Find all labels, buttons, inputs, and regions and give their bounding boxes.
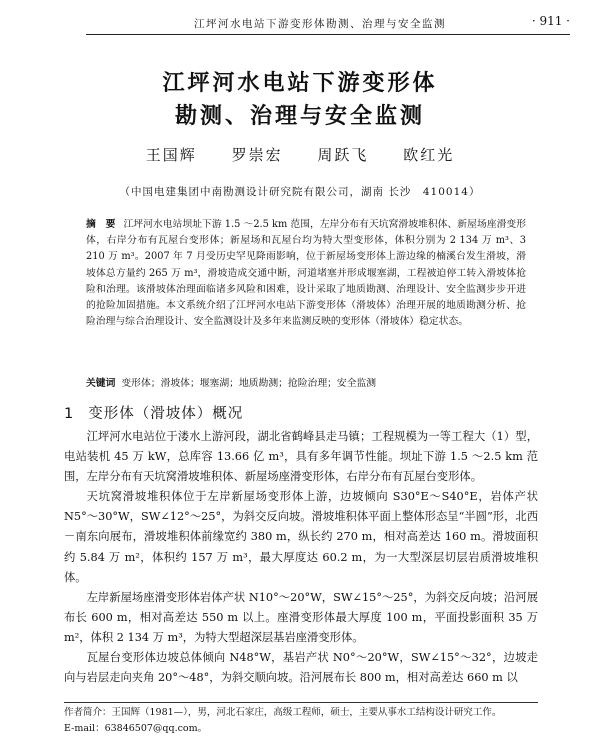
- abstract: [86, 217, 526, 330]
- section-heading: [64, 402, 243, 423]
- running-head-title: 江坪河水电站下游变形体勘测、治理与安全监测: [194, 18, 446, 30]
- body-paragraph: 天坑窝滑坡堆积体位于左岸新屋场变形体上游，边坡倾向 S30°E～S40°E，岩体产状 N5°～30°W，SW∠12°～25°，为斜交反向坡。滑坡堆积体平面上整体形态呈“半圆”形，北西－南东向展布，滑坡堆积体前缘宽约 380 m，纵长约 270 m，相对高差达 160 m。滑坡面积约 5.84 万 m²，体积约 157 万 m³，最大厚度达 60.2 m，为一大型深层切层岩质滑坡堆积体。: [64, 490, 538, 584]
- page-number: · 911 ·: [531, 14, 570, 28]
- abstract-text: 江坪河水电站坝址下游 1.5 ～2.5 km 范围，左岸分布有天坑窝滑坡堆积体、新屋场座滑变形体，右岸分布有瓦屋台变形体；新屋场和瓦屋台均为特大型变形体，体积分别为 2 134 万 m³、3 210 万 m³。2007 年 7 月受历史罕见降雨影响，位于新屋场变形体上游边缘的楠溪台发生滑坡，滑坡体总方量约 265 万 m³，滑坡造成交通中断，河道堵塞并形成堰塞湖，工程被迫停工转入滑坡体抢险和治理。该滑坡体治理面临诸多风险和困难，设计采取了地质勘测、治理设计、安全监测步步开进的抢险加固措施。本文系统介绍了江坪河水电站下游变形体（滑坡体）治理开展的地质勘测分析、抢险治理与综合治理设计、安全监测设计及多年来监测反映的变形体（滑坡体）稳定状态。: [86, 219, 527, 328]
- section-title: 变形体（滑坡体）概况: [88, 406, 244, 422]
- keywords: [86, 376, 526, 392]
- author-name: 罗崇宏: [231, 146, 283, 164]
- author-name: 欧红光: [403, 146, 455, 164]
- body-paragraph: 江坪河水电站位于溇水上游河段，湖北省鹤峰县走马镇；工程规模为一等工程大（1）型，电站装机 45 万 kW，总库容 13.66 亿 m³，具有多年调节性能。坝址下游 1.5 ～2.5 km 范围，左岸分布有天坑窝滑坡堆积体、新屋场座滑变形体，右岸分布有瓦屋台变形体。: [64, 430, 538, 484]
- author-name: 王国辉: [145, 146, 197, 164]
- keywords-label: 关键词: [86, 378, 116, 389]
- author-footnote: [64, 702, 538, 737]
- affiliation: （中国电建集团中南勘测设计研究院有限公司，湖南 长沙 410014）: [119, 186, 481, 198]
- running-head: [86, 14, 570, 35]
- article-title-line-1: 江坪河水电站下游变形体: [162, 71, 438, 96]
- body-paragraph: 左岸新屋场座滑变形体岩体产状 N10°～20°W，SW∠15°～25°，为斜交反向坡；沿河展布长 600 m，相对高差达 550 m 以上。座滑变形体最大厚度 100 m，平面投影面积 35 万 m²，体积 2 134 万 m³，为特大型超深层基岩座滑变形体。: [64, 590, 538, 644]
- keywords-text: 变形体；滑坡体；堰塞湖；地质勘测；抢险治理；安全监测: [121, 378, 377, 389]
- author-note: 作者简介：王国辉（1981—），男，河北石家庄，高级工程师，硕士，主要从事水工结构设计研究工作。: [64, 707, 502, 718]
- abstract-label: 摘 要: [86, 219, 116, 230]
- author-email: E-mail：63846507@qq.com。: [64, 723, 208, 734]
- author-name: 周跃飞: [317, 146, 369, 164]
- author-list: [0, 144, 600, 165]
- article-title-line-2: 勘测、治理与安全监测: [174, 104, 425, 129]
- section-number: 1: [64, 406, 75, 422]
- body-paragraph: 瓦屋台变形体边坡总体倾向 N48°W，基岩产状 N0°～20°W，SW∠15°～32°，边坡走向与岩层走向夹角 20°～48°，为斜交顺向坡。沿河展布长 800 m，相对高差达 660 m 以: [64, 651, 538, 685]
- section-body: [64, 427, 538, 688]
